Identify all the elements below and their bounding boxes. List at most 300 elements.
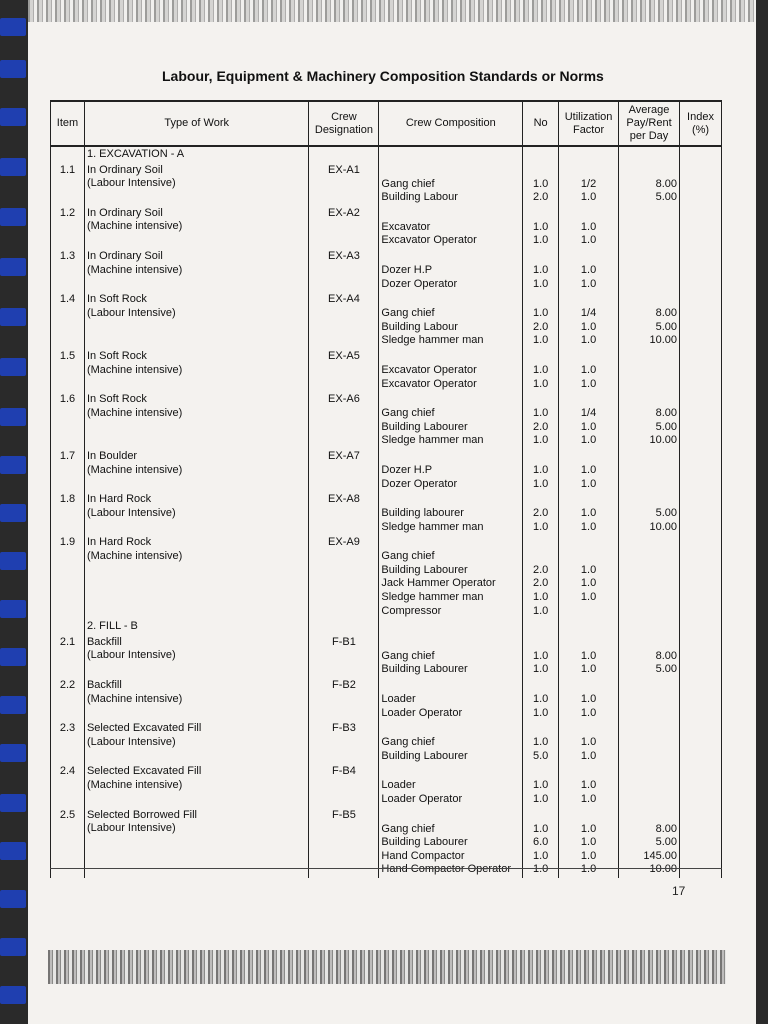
crew-count bbox=[523, 635, 559, 678]
index-percent bbox=[680, 392, 722, 449]
item-number-line: 1.7 bbox=[59, 449, 76, 462]
header-crew-designation: Crew Designation bbox=[309, 101, 379, 146]
utilization-factor bbox=[559, 635, 619, 678]
index-percent bbox=[680, 764, 722, 807]
utilization-factor-line: 1.0 bbox=[580, 220, 597, 233]
type-of-work bbox=[84, 206, 308, 249]
crew-composition-line: Gang chief bbox=[381, 550, 435, 563]
item-number bbox=[51, 635, 85, 678]
crew-count-line: 2.0 bbox=[532, 563, 549, 576]
table-row bbox=[51, 292, 722, 349]
type-of-work-line: Selected Excavated Fill bbox=[86, 765, 202, 778]
utilization-factor-line: 1.0 bbox=[580, 563, 597, 576]
index-percent bbox=[680, 678, 722, 721]
type-of-work bbox=[84, 535, 308, 619]
crew-count-line: 1.0 bbox=[532, 334, 549, 347]
index-percent bbox=[680, 146, 722, 163]
utilization-factor bbox=[559, 449, 619, 492]
crew-composition-line: Building Labourer bbox=[381, 663, 468, 676]
type-of-work bbox=[84, 449, 308, 492]
utilization-factor bbox=[559, 678, 619, 721]
crew-composition-line: Building Labour bbox=[381, 191, 458, 204]
average-pay bbox=[619, 535, 680, 619]
average-pay-line: 8.00 bbox=[655, 177, 677, 190]
type-of-work-line: In Soft Rock bbox=[86, 293, 147, 306]
binding-ring bbox=[0, 158, 26, 176]
utilization-factor-line: 1.0 bbox=[580, 520, 597, 533]
utilization-factor-line: 1.0 bbox=[580, 234, 597, 247]
average-pay bbox=[619, 146, 680, 163]
item-number bbox=[51, 492, 85, 535]
crew-count-line: 1.0 bbox=[532, 263, 549, 276]
page-title: Labour, Equipment & Machinery Composition Standards or Norms bbox=[162, 68, 604, 84]
index-percent bbox=[680, 349, 722, 392]
table-row bbox=[51, 721, 722, 764]
binding-ring bbox=[0, 108, 26, 126]
crew-composition bbox=[379, 678, 523, 721]
utilization-factor-line: 1.0 bbox=[580, 693, 597, 706]
crew-designation-line: F-B1 bbox=[332, 635, 356, 648]
average-pay bbox=[619, 678, 680, 721]
type-of-work bbox=[84, 764, 308, 807]
header-index: Index (%) bbox=[680, 101, 722, 146]
binding-ring bbox=[0, 258, 26, 276]
binding-ring bbox=[0, 744, 26, 762]
item-number bbox=[51, 163, 85, 206]
table-row bbox=[51, 678, 722, 721]
crew-count-line: 1.0 bbox=[532, 520, 549, 533]
header-utilization-factor: Utilization Factor bbox=[559, 101, 619, 146]
crew-designation bbox=[309, 764, 379, 807]
crew-count-line: 2.0 bbox=[532, 420, 549, 433]
utilization-factor-line: 1.0 bbox=[580, 736, 597, 749]
binding-ring bbox=[0, 986, 26, 1004]
average-pay-line: 8.00 bbox=[655, 307, 677, 320]
average-pay bbox=[619, 492, 680, 535]
crew-composition bbox=[379, 146, 523, 163]
crew-composition-line: Gang chief bbox=[381, 649, 435, 662]
crew-designation bbox=[309, 146, 379, 163]
table-row bbox=[51, 392, 722, 449]
crew-designation-line: F-B3 bbox=[332, 722, 356, 735]
binding-ring bbox=[0, 696, 26, 714]
binding-ring bbox=[0, 842, 26, 860]
type-of-work bbox=[84, 678, 308, 721]
crew-composition-line: Building Labourer bbox=[381, 563, 468, 576]
type-of-work-line: In Soft Rock bbox=[86, 393, 147, 406]
item-number bbox=[51, 206, 85, 249]
type-of-work-line: (Machine intensive) bbox=[86, 363, 183, 376]
utilization-factor bbox=[559, 392, 619, 449]
crew-composition-line: Dozer Operator bbox=[381, 477, 458, 490]
average-pay bbox=[619, 206, 680, 249]
utilization-factor-line: 1.0 bbox=[580, 434, 597, 447]
crew-composition-line: Gang chief bbox=[381, 307, 435, 320]
table-bottom-rule bbox=[50, 868, 722, 869]
crew-composition-line: Jack Hammer Operator bbox=[381, 577, 496, 590]
crew-count bbox=[523, 619, 559, 635]
crew-designation-line: EX-A7 bbox=[328, 449, 360, 462]
crew-composition-line: Excavator Operator bbox=[381, 234, 477, 247]
table-header-row bbox=[51, 101, 722, 146]
crew-composition-line: Gang chief bbox=[381, 822, 435, 835]
item-number bbox=[51, 721, 85, 764]
utilization-factor-line: 1.0 bbox=[580, 836, 597, 849]
crew-designation bbox=[309, 206, 379, 249]
crew-count bbox=[523, 163, 559, 206]
crew-composition-line: Loader Operator bbox=[381, 706, 463, 719]
crew-designation bbox=[309, 392, 379, 449]
average-pay-line: 10.00 bbox=[649, 334, 677, 347]
item-number-line: 2.3 bbox=[59, 722, 76, 735]
table-row bbox=[51, 535, 722, 619]
crew-designation-line: EX-A2 bbox=[328, 206, 360, 219]
type-of-work bbox=[84, 163, 308, 206]
crew-count-line: 1.0 bbox=[532, 363, 549, 376]
type-of-work bbox=[84, 721, 308, 764]
average-pay-line: 8.00 bbox=[655, 407, 677, 420]
item-number-line: 2.5 bbox=[59, 808, 76, 821]
crew-count bbox=[523, 206, 559, 249]
crew-count-line: 1.0 bbox=[532, 220, 549, 233]
item-number bbox=[51, 392, 85, 449]
utilization-factor-line: 1.0 bbox=[580, 263, 597, 276]
crew-count-line: 1.0 bbox=[532, 822, 549, 835]
item-number bbox=[51, 535, 85, 619]
utilization-factor bbox=[559, 249, 619, 292]
crew-composition-line: Loader Operator bbox=[381, 793, 463, 805]
index-percent bbox=[680, 619, 722, 635]
item-number-line: 1.8 bbox=[59, 493, 76, 506]
average-pay bbox=[619, 449, 680, 492]
crew-count bbox=[523, 492, 559, 535]
crew-count-line: 1.0 bbox=[532, 693, 549, 706]
utilization-factor bbox=[559, 721, 619, 764]
crew-designation-line: EX-A1 bbox=[328, 163, 360, 176]
type-of-work-line: (Machine intensive) bbox=[86, 692, 183, 705]
item-number bbox=[51, 292, 85, 349]
binding-ring bbox=[0, 358, 26, 376]
average-pay-line: 8.00 bbox=[655, 649, 677, 662]
crew-count-line: 1.0 bbox=[532, 434, 549, 447]
binding-ring bbox=[0, 18, 26, 36]
item-number-line: 2.1 bbox=[59, 635, 76, 648]
average-pay bbox=[619, 163, 680, 206]
utilization-factor-line: 1.0 bbox=[580, 477, 597, 490]
table-row bbox=[51, 206, 722, 249]
type-of-work bbox=[84, 292, 308, 349]
table-row bbox=[51, 619, 722, 635]
crew-designation-line: EX-A9 bbox=[328, 536, 360, 549]
type-of-work-line: (Machine intensive) bbox=[86, 220, 183, 233]
crew-composition-line: Building Labourer bbox=[381, 836, 468, 849]
average-pay bbox=[619, 249, 680, 292]
average-pay-line: 5.00 bbox=[655, 663, 677, 676]
binding-ring bbox=[0, 938, 26, 956]
crew-composition bbox=[379, 764, 523, 807]
index-percent bbox=[680, 721, 722, 764]
crew-designation bbox=[309, 449, 379, 492]
crew-composition-line: Hand Compactor bbox=[381, 849, 465, 862]
crew-composition-line: Loader bbox=[381, 779, 416, 792]
item-number bbox=[51, 249, 85, 292]
crew-count-line: 2.0 bbox=[532, 191, 549, 204]
item-number-line: 2.4 bbox=[59, 765, 76, 778]
average-pay-line: 5.00 bbox=[655, 420, 677, 433]
utilization-factor bbox=[559, 206, 619, 249]
utilization-factor-line: 1.0 bbox=[580, 779, 597, 792]
type-of-work bbox=[84, 249, 308, 292]
binding-ring bbox=[0, 552, 26, 570]
header-average-pay: Average Pay/Rent per Day bbox=[619, 101, 680, 146]
type-of-work-line: (Labour Intensive) bbox=[86, 306, 176, 319]
crew-designation-line: EX-A5 bbox=[328, 349, 360, 362]
utilization-factor-line: 1.0 bbox=[580, 749, 597, 762]
crew-composition-line: Sledge hammer man bbox=[381, 520, 484, 533]
item-number bbox=[51, 349, 85, 392]
crew-count bbox=[523, 678, 559, 721]
type-of-work-line: In Soft Rock bbox=[86, 349, 147, 362]
crew-count bbox=[523, 764, 559, 807]
crew-designation bbox=[309, 492, 379, 535]
binding-ring bbox=[0, 60, 26, 78]
crew-composition bbox=[379, 721, 523, 764]
utilization-factor-line: 1.0 bbox=[580, 377, 597, 390]
binding-ring bbox=[0, 648, 26, 666]
average-pay-line: 5.00 bbox=[655, 507, 677, 520]
norms-table bbox=[50, 100, 722, 878]
crew-count-line: 1.0 bbox=[532, 377, 549, 390]
index-percent bbox=[680, 449, 722, 492]
type-of-work-line: (Machine intensive) bbox=[86, 406, 183, 419]
header-crew-composition: Crew Composition bbox=[379, 101, 523, 146]
type-of-work-line: Selected Excavated Fill bbox=[86, 722, 202, 735]
item-number bbox=[51, 619, 85, 635]
binding-ring bbox=[0, 600, 26, 618]
utilization-factor bbox=[559, 349, 619, 392]
item-number-line: 1.5 bbox=[59, 349, 76, 362]
crew-count-line: 2.0 bbox=[532, 507, 549, 520]
utilization-factor-line: 1.0 bbox=[580, 507, 597, 520]
crew-count-line: 1.0 bbox=[532, 649, 549, 662]
item-number-line: 1.6 bbox=[59, 393, 76, 406]
utilization-factor-line: 1.0 bbox=[580, 277, 597, 290]
type-of-work-line: (Machine intensive) bbox=[86, 779, 183, 791]
crew-count bbox=[523, 292, 559, 349]
crew-composition bbox=[379, 492, 523, 535]
crew-designation bbox=[309, 721, 379, 764]
table-row bbox=[51, 163, 722, 206]
crew-designation-line: EX-A6 bbox=[328, 393, 360, 406]
header-item: Item bbox=[51, 101, 85, 146]
crew-designation-line: EX-A3 bbox=[328, 249, 360, 262]
type-of-work-line: 1. EXCAVATION - A bbox=[86, 148, 185, 160]
index-percent bbox=[680, 206, 722, 249]
item-number bbox=[51, 764, 85, 807]
utilization-factor bbox=[559, 764, 619, 807]
binding-ring bbox=[0, 890, 26, 908]
utilization-factor-line: 1.0 bbox=[580, 334, 597, 347]
crew-count-line: 1.0 bbox=[532, 793, 549, 805]
utilization-factor-line: 1.0 bbox=[580, 863, 597, 876]
item-number bbox=[51, 146, 85, 163]
crew-composition bbox=[379, 635, 523, 678]
type-of-work bbox=[84, 349, 308, 392]
crew-composition-line: Sledge hammer man bbox=[381, 434, 484, 447]
utilization-factor-line: 1.0 bbox=[580, 463, 597, 476]
binding-ring bbox=[0, 504, 26, 522]
average-pay bbox=[619, 619, 680, 635]
type-of-work-line: (Machine intensive) bbox=[86, 263, 183, 276]
binding-ring bbox=[0, 408, 26, 426]
crew-designation-line: EX-A8 bbox=[328, 493, 360, 506]
crew-composition bbox=[379, 292, 523, 349]
average-pay bbox=[619, 721, 680, 764]
average-pay-line: 145.00 bbox=[643, 849, 677, 862]
header-type-of-work: Type of Work bbox=[84, 101, 308, 146]
type-of-work bbox=[84, 635, 308, 678]
crew-count-line: 1.0 bbox=[532, 604, 549, 617]
utilization-factor-line: 1.0 bbox=[580, 649, 597, 662]
index-percent bbox=[680, 249, 722, 292]
crew-composition-line: Dozer H.P bbox=[381, 263, 433, 276]
crew-count-line: 1.0 bbox=[532, 736, 549, 749]
average-pay bbox=[619, 392, 680, 449]
utilization-factor-line: 1.0 bbox=[580, 849, 597, 862]
crew-count-line: 1.0 bbox=[532, 277, 549, 290]
average-pay bbox=[619, 764, 680, 807]
type-of-work-line: (Labour Intensive) bbox=[86, 822, 176, 835]
index-percent bbox=[680, 492, 722, 535]
crew-count-line: 1.0 bbox=[532, 407, 549, 420]
utilization-factor-line: 1.0 bbox=[580, 420, 597, 433]
crew-composition bbox=[379, 206, 523, 249]
crew-composition-line: Compressor bbox=[381, 604, 442, 617]
crew-composition bbox=[379, 163, 523, 206]
average-pay-line: 10.00 bbox=[649, 863, 677, 876]
type-of-work-line: In Hard Rock bbox=[86, 493, 152, 506]
crew-count-line: 1.0 bbox=[532, 477, 549, 490]
crew-composition bbox=[379, 349, 523, 392]
table-row bbox=[51, 492, 722, 535]
crew-count-line: 1.0 bbox=[532, 779, 549, 792]
crew-count bbox=[523, 349, 559, 392]
crew-count-line: 1.0 bbox=[532, 849, 549, 862]
item-number-line: 1.9 bbox=[59, 536, 76, 549]
utilization-factor-line: 1.0 bbox=[580, 320, 597, 333]
type-of-work-line: (Machine intensive) bbox=[86, 463, 183, 476]
crew-count bbox=[523, 392, 559, 449]
utilization-factor bbox=[559, 619, 619, 635]
type-of-work-line: Selected Borrowed Fill bbox=[86, 808, 198, 821]
utilization-factor-line bbox=[561, 605, 616, 619]
utilization-factor-line: 1.0 bbox=[580, 706, 597, 719]
type-of-work bbox=[84, 619, 308, 635]
type-of-work bbox=[84, 492, 308, 535]
crew-designation bbox=[309, 292, 379, 349]
crew-composition-line: Excavator Operator bbox=[381, 363, 477, 376]
crew-composition-line: Dozer Operator bbox=[381, 277, 458, 290]
binding-ring bbox=[0, 208, 26, 226]
crew-count bbox=[523, 449, 559, 492]
utilization-factor-line: 1.0 bbox=[580, 577, 597, 590]
crew-designation bbox=[309, 349, 379, 392]
page-number: 17 bbox=[672, 884, 686, 898]
item-number bbox=[51, 449, 85, 492]
type-of-work-line: (Labour Intensive) bbox=[86, 177, 176, 190]
crew-composition bbox=[379, 249, 523, 292]
average-pay bbox=[619, 292, 680, 349]
type-of-work-line: (Labour Intensive) bbox=[86, 506, 176, 519]
type-of-work-line: Backfill bbox=[86, 679, 122, 692]
crew-designation-line: F-B2 bbox=[332, 679, 356, 692]
crew-composition-line: Gang chief bbox=[381, 736, 435, 749]
average-pay-line: 10.00 bbox=[649, 520, 677, 533]
crew-designation-line: EX-A4 bbox=[328, 293, 360, 306]
crew-composition-line: Dozer H.P bbox=[381, 463, 433, 476]
crew-composition bbox=[379, 392, 523, 449]
crew-designation bbox=[309, 635, 379, 678]
table-row bbox=[51, 249, 722, 292]
type-of-work-line: Backfill bbox=[86, 635, 122, 648]
item-number-line: 2.2 bbox=[59, 679, 76, 692]
crew-composition-line: Gang chief bbox=[381, 177, 435, 190]
crew-count-line: 6.0 bbox=[532, 836, 549, 849]
utilization-factor-line: 1.0 bbox=[580, 822, 597, 835]
item-number-line: 1.3 bbox=[59, 249, 76, 262]
utilization-factor-line: 1.0 bbox=[580, 663, 597, 676]
crew-count-line bbox=[525, 550, 556, 564]
crew-composition-line: Building labourer bbox=[381, 507, 464, 520]
type-of-work-line: (Machine intensive) bbox=[86, 549, 183, 562]
crew-count bbox=[523, 535, 559, 619]
average-pay-line: 5.00 bbox=[655, 191, 677, 204]
utilization-factor bbox=[559, 492, 619, 535]
crew-count bbox=[523, 721, 559, 764]
crew-count-line: 1.0 bbox=[532, 591, 549, 604]
crew-composition bbox=[379, 619, 523, 635]
crew-count-line: 1.0 bbox=[532, 663, 549, 676]
binding-ring bbox=[0, 794, 26, 812]
utilization-factor bbox=[559, 163, 619, 206]
header-no: No bbox=[523, 101, 559, 146]
item-number-line: 1.4 bbox=[59, 293, 76, 306]
crew-composition-line: Building Labourer bbox=[381, 420, 468, 433]
crew-count-line: 5.0 bbox=[532, 749, 549, 762]
crew-composition-line: Building Labour bbox=[381, 320, 458, 333]
crew-designation bbox=[309, 619, 379, 635]
type-of-work-line: 2. FILL - B bbox=[86, 620, 138, 633]
type-of-work-line: In Ordinary Soil bbox=[86, 163, 163, 176]
crew-composition bbox=[379, 449, 523, 492]
index-percent bbox=[680, 635, 722, 678]
crew-count-line: 1.0 bbox=[532, 706, 549, 719]
binding-ring bbox=[0, 308, 26, 326]
utilization-factor-line bbox=[561, 550, 616, 564]
average-pay bbox=[619, 635, 680, 678]
index-percent bbox=[680, 535, 722, 619]
crew-count-line: 1.0 bbox=[532, 463, 549, 476]
crew-designation bbox=[309, 249, 379, 292]
type-of-work-line: In Ordinary Soil bbox=[86, 249, 163, 262]
table-row bbox=[51, 349, 722, 392]
table-row bbox=[51, 635, 722, 678]
crew-composition-line: Hand Compactor Operator bbox=[381, 863, 512, 876]
item-number-line: 1.1 bbox=[59, 163, 76, 176]
utilization-factor-line: 1/2 bbox=[580, 177, 597, 190]
utilization-factor-line: 1/4 bbox=[580, 407, 597, 420]
crew-count-line: 1.0 bbox=[532, 307, 549, 320]
